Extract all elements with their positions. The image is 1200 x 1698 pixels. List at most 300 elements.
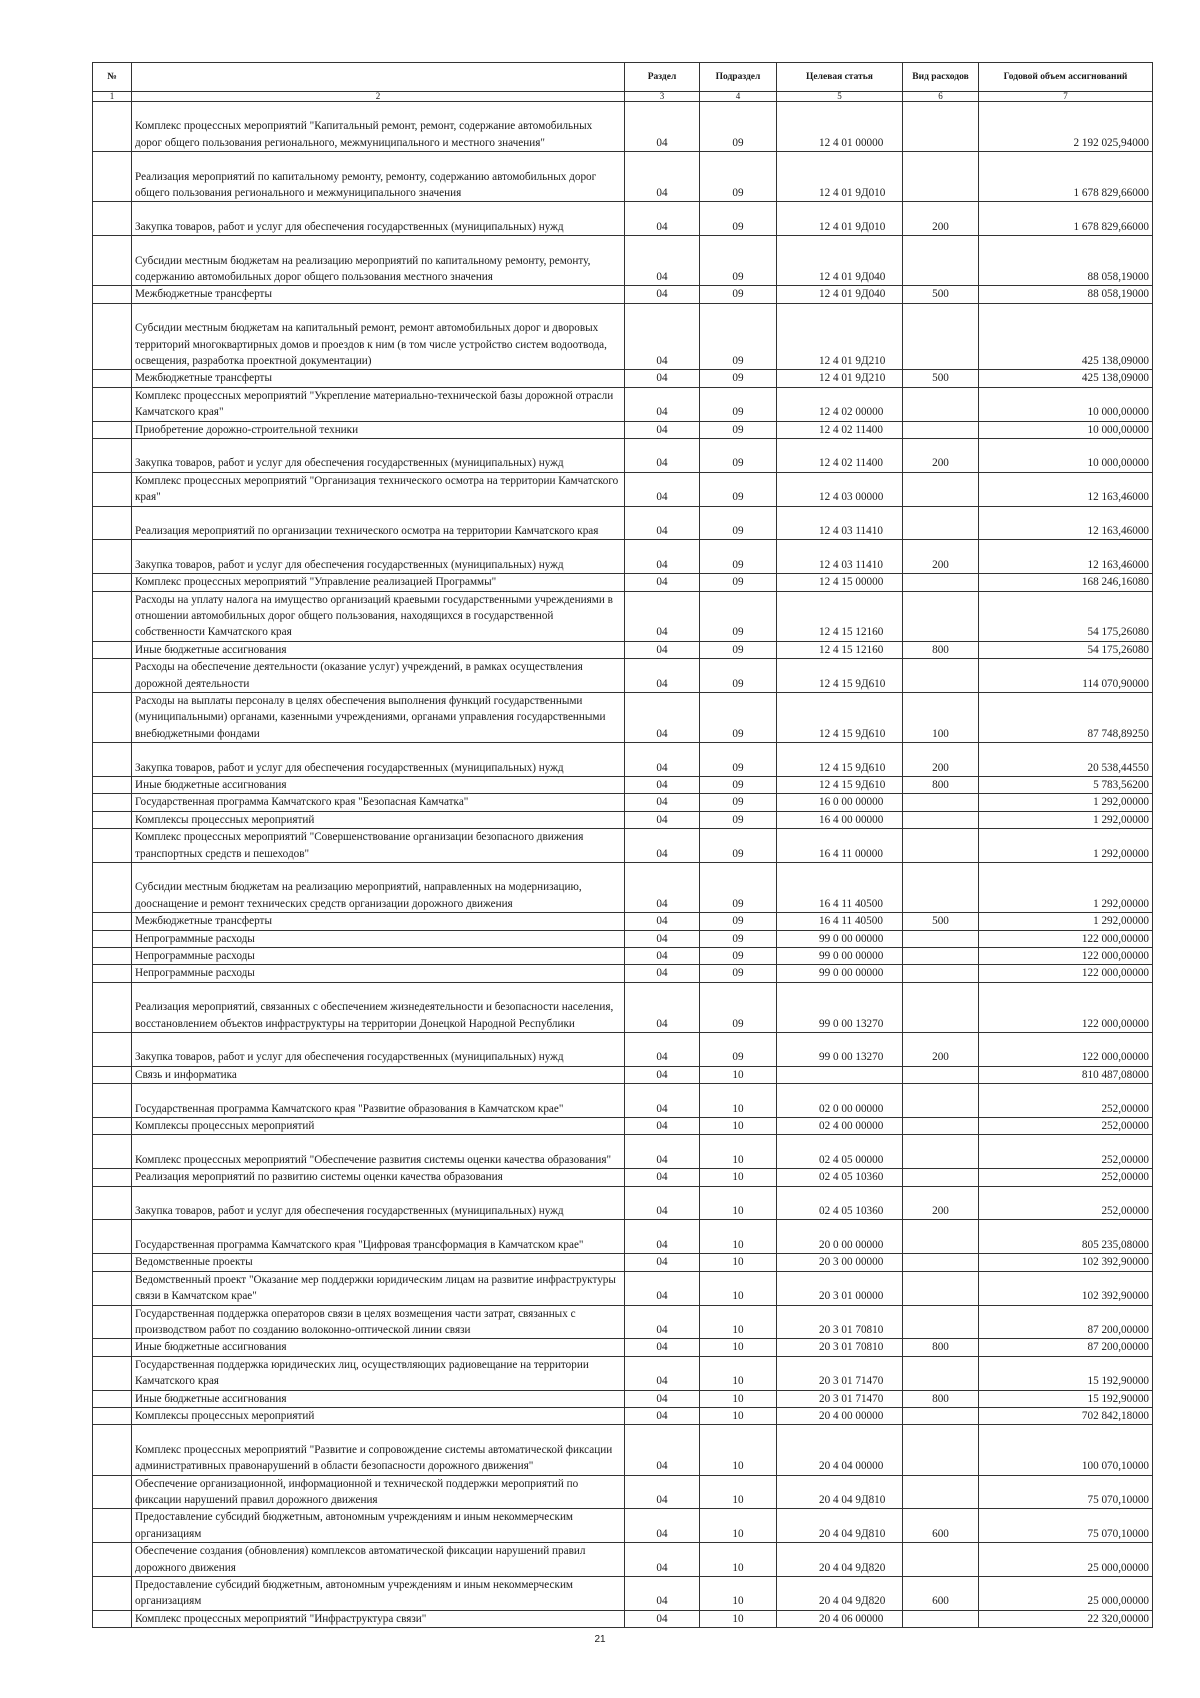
item-name-cell: Субсидии местным бюджетам на реализацию мероприятий по капитальному ремонту, ремонту, содержанию автомобильных дорог общего пользования местного значения: [132, 236, 625, 286]
expense-type-cell: 600: [903, 1509, 979, 1543]
razdel-cell: 04: [625, 1543, 700, 1577]
podrazdel-cell: 09: [700, 591, 777, 641]
target-cell: 12 4 15 9Д610: [777, 777, 903, 794]
item-name-cell: Ведомственный проект "Оказание мер поддержки юридическим лицам на развитие инфраструктуры связи в Камчатском крае": [132, 1271, 625, 1305]
volume-cell: 10 000,00000: [979, 438, 1153, 472]
row-number-cell: [93, 1254, 132, 1271]
razdel-cell: 04: [625, 1339, 700, 1356]
expense-type-cell: [903, 472, 979, 506]
expense-type-cell: [903, 591, 979, 641]
table-row: [93, 421, 1153, 438]
target-cell: 16 4 00 00000: [777, 811, 903, 828]
table-row: [93, 1475, 1153, 1509]
podrazdel-cell: 09: [700, 930, 777, 947]
table-row: [93, 152, 1153, 202]
item-name-cell: Комплекс процессных мероприятий "Совершенствование организации безопасного движения транспортных средств и пешеходов": [132, 829, 625, 863]
volume-cell: 25 000,00000: [979, 1576, 1153, 1610]
razdel-cell: 04: [625, 303, 700, 370]
target-cell: 02 4 05 00000: [777, 1135, 903, 1169]
volume-cell: 810 487,08000: [979, 1066, 1153, 1083]
row-number-cell: [93, 948, 132, 965]
expense-type-cell: [903, 930, 979, 947]
expense-type-cell: 200: [903, 438, 979, 472]
razdel-cell: 04: [625, 965, 700, 982]
item-name-cell: Закупка товаров, работ и услуг для обеспечения государственных (муниципальных) нужд: [132, 202, 625, 236]
podrazdel-cell: 10: [700, 1220, 777, 1254]
table-row: [93, 913, 1153, 930]
razdel-cell: 04: [625, 794, 700, 811]
podrazdel-cell: 09: [700, 965, 777, 982]
podrazdel-cell: 09: [700, 913, 777, 930]
table-row: [93, 863, 1153, 913]
table-row: [93, 506, 1153, 540]
row-number-cell: [93, 829, 132, 863]
row-number-cell: [93, 913, 132, 930]
item-name-cell: Субсидии местным бюджетам на капитальный ремонт, ремонт автомобильных дорог и дворовых территорий многоквартирных домов и проездов к ним (в том числе устройство систем водоотвода, освещения, разработка проектной документации): [132, 303, 625, 370]
target-cell: 12 4 01 00000: [777, 102, 903, 152]
column-number: 4: [700, 92, 777, 102]
razdel-cell: 04: [625, 370, 700, 387]
expense-type-cell: [903, 236, 979, 286]
volume-cell: 1 292,00000: [979, 913, 1153, 930]
target-cell: 12 4 03 00000: [777, 472, 903, 506]
volume-cell: 100 070,10000: [979, 1425, 1153, 1475]
volume-cell: 15 192,90000: [979, 1390, 1153, 1407]
item-name-cell: Иные бюджетные ассигнования: [132, 1390, 625, 1407]
volume-cell: 2 192 025,94000: [979, 102, 1153, 152]
row-number-cell: [93, 743, 132, 777]
podrazdel-cell: 10: [700, 1356, 777, 1390]
table-row: [93, 1118, 1153, 1135]
table-row: [93, 1135, 1153, 1169]
row-number-cell: [93, 1610, 132, 1627]
header-name: [132, 63, 625, 92]
expense-type-cell: 500: [903, 370, 979, 387]
volume-cell: 1 292,00000: [979, 829, 1153, 863]
razdel-cell: 04: [625, 693, 700, 743]
row-number-cell: [93, 1118, 132, 1135]
volume-cell: 252,00000: [979, 1118, 1153, 1135]
item-name-cell: Иные бюджетные ассигнования: [132, 1339, 625, 1356]
table-row: [93, 438, 1153, 472]
row-number-cell: [93, 1169, 132, 1186]
razdel-cell: 04: [625, 1254, 700, 1271]
volume-cell: 425 138,09000: [979, 370, 1153, 387]
item-name-cell: Государственная программа Камчатского края "Безопасная Камчатка": [132, 794, 625, 811]
target-cell: 20 3 01 70810: [777, 1305, 903, 1339]
razdel-cell: 04: [625, 777, 700, 794]
expense-type-cell: 800: [903, 1339, 979, 1356]
row-number-cell: [93, 1066, 132, 1083]
podrazdel-cell: 10: [700, 1305, 777, 1339]
row-number-cell: [93, 1084, 132, 1118]
table-row: [93, 743, 1153, 777]
target-cell: 99 0 00 13270: [777, 982, 903, 1032]
table-row: [93, 1339, 1153, 1356]
volume-cell: 12 163,46000: [979, 540, 1153, 574]
target-cell: 02 4 00 00000: [777, 1118, 903, 1135]
volume-cell: 1 292,00000: [979, 794, 1153, 811]
podrazdel-cell: 10: [700, 1271, 777, 1305]
item-name-cell: Государственная программа Камчатского края "Цифровая трансформация в Камчатском крае": [132, 1220, 625, 1254]
razdel-cell: 04: [625, 948, 700, 965]
razdel-cell: 04: [625, 913, 700, 930]
row-number-cell: [93, 1033, 132, 1067]
target-cell: 16 4 11 40500: [777, 913, 903, 930]
header-number: №: [93, 63, 132, 92]
expense-type-cell: 500: [903, 286, 979, 303]
table-row: [93, 574, 1153, 591]
budget-table-body: [93, 102, 1153, 1628]
expense-type-cell: [903, 387, 979, 421]
razdel-cell: 04: [625, 863, 700, 913]
table-row: [93, 387, 1153, 421]
podrazdel-cell: 09: [700, 303, 777, 370]
table-row: [93, 777, 1153, 794]
column-number: 3: [625, 92, 700, 102]
expense-type-cell: [903, 1425, 979, 1475]
razdel-cell: 04: [625, 236, 700, 286]
expense-type-cell: [903, 1254, 979, 1271]
target-cell: 20 4 04 00000: [777, 1425, 903, 1475]
expense-type-cell: 200: [903, 202, 979, 236]
podrazdel-cell: 10: [700, 1543, 777, 1577]
item-name-cell: Комплекс процессных мероприятий "Развитие и сопровождение системы автоматической фиксации административных правонарушений в области безопасности дорожного движения": [132, 1425, 625, 1475]
volume-cell: 88 058,19000: [979, 286, 1153, 303]
row-number-cell: [93, 438, 132, 472]
expense-type-cell: [903, 506, 979, 540]
target-cell: 20 4 04 9Д820: [777, 1576, 903, 1610]
razdel-cell: 04: [625, 1169, 700, 1186]
expense-type-cell: [903, 1271, 979, 1305]
item-name-cell: Приобретение дорожно-строительной техники: [132, 421, 625, 438]
item-name-cell: Комплекс процессных мероприятий "Обеспечение развития системы оценки качества образования": [132, 1135, 625, 1169]
razdel-cell: 04: [625, 1305, 700, 1339]
target-cell: 12 4 01 9Д040: [777, 236, 903, 286]
volume-cell: 22 320,00000: [979, 1610, 1153, 1627]
item-name-cell: Комплекс процессных мероприятий "Организация технического осмотра на территории Камчатского края": [132, 472, 625, 506]
razdel-cell: 04: [625, 438, 700, 472]
podrazdel-cell: 09: [700, 777, 777, 794]
table-row: [93, 1576, 1153, 1610]
row-number-cell: [93, 693, 132, 743]
expense-type-cell: 100: [903, 693, 979, 743]
podrazdel-cell: 09: [700, 472, 777, 506]
podrazdel-cell: 10: [700, 1084, 777, 1118]
row-number-cell: [93, 930, 132, 947]
target-cell: 02 4 05 10360: [777, 1186, 903, 1220]
row-number-cell: [93, 102, 132, 152]
table-row: [93, 811, 1153, 828]
table-row: [93, 472, 1153, 506]
table-row: [93, 236, 1153, 286]
table-row: [93, 540, 1153, 574]
row-number-cell: [93, 1407, 132, 1424]
expense-type-cell: [903, 659, 979, 693]
expense-type-cell: [903, 948, 979, 965]
expense-type-cell: 500: [903, 913, 979, 930]
item-name-cell: Субсидии местным бюджетам на реализацию мероприятий, направленных на модернизацию, дооснащение и ремонт технических средств организации дорожного движения: [132, 863, 625, 913]
podrazdel-cell: 09: [700, 982, 777, 1032]
podrazdel-cell: 10: [700, 1576, 777, 1610]
podrazdel-cell: 09: [700, 286, 777, 303]
target-cell: 20 4 04 9Д810: [777, 1475, 903, 1509]
target-cell: 20 0 00 00000: [777, 1220, 903, 1254]
row-number-cell: [93, 506, 132, 540]
volume-cell: 20 538,44550: [979, 743, 1153, 777]
razdel-cell: 04: [625, 387, 700, 421]
item-name-cell: Предоставление субсидий бюджетным, автономным учреждениям и иным некоммерческим организациям: [132, 1509, 625, 1543]
expense-type-cell: [903, 102, 979, 152]
razdel-cell: 04: [625, 574, 700, 591]
item-name-cell: Комплекс процессных мероприятий "Инфраструктура связи": [132, 1610, 625, 1627]
razdel-cell: 04: [625, 1066, 700, 1083]
item-name-cell: Закупка товаров, работ и услуг для обеспечения государственных (муниципальных) нужд: [132, 743, 625, 777]
target-cell: 20 3 01 00000: [777, 1271, 903, 1305]
item-name-cell: Комплекс процессных мероприятий "Укрепление материально-технической базы дорожной отрасли Камчатского края": [132, 387, 625, 421]
table-row: [93, 1425, 1153, 1475]
item-name-cell: Комплексы процессных мероприятий: [132, 1118, 625, 1135]
row-number-cell: [93, 1475, 132, 1509]
target-cell: 20 4 06 00000: [777, 1610, 903, 1627]
item-name-cell: Непрограммные расходы: [132, 965, 625, 982]
row-number-cell: [93, 421, 132, 438]
podrazdel-cell: 09: [700, 152, 777, 202]
volume-cell: 114 070,90000: [979, 659, 1153, 693]
target-cell: 12 4 01 9Д010: [777, 202, 903, 236]
row-number-cell: [93, 1543, 132, 1577]
row-number-cell: [93, 811, 132, 828]
header-expense-type: Вид расходов: [903, 63, 979, 92]
item-name-cell: Комплексы процессных мероприятий: [132, 811, 625, 828]
table-row: [93, 1509, 1153, 1543]
target-cell: 12 4 02 11400: [777, 421, 903, 438]
expense-type-cell: [903, 303, 979, 370]
row-number-cell: [93, 591, 132, 641]
item-name-cell: Иные бюджетные ассигнования: [132, 641, 625, 658]
expense-type-cell: 800: [903, 777, 979, 794]
header-row: [93, 63, 1153, 92]
expense-type-cell: [903, 1356, 979, 1390]
page-number: 21: [594, 1634, 606, 1645]
row-number-cell: [93, 303, 132, 370]
razdel-cell: 04: [625, 102, 700, 152]
target-cell: 12 4 02 00000: [777, 387, 903, 421]
razdel-cell: 04: [625, 1475, 700, 1509]
item-name-cell: Межбюджетные трансферты: [132, 913, 625, 930]
podrazdel-cell: 09: [700, 202, 777, 236]
row-number-cell: [93, 387, 132, 421]
column-number: 1: [93, 92, 132, 102]
expense-type-cell: [903, 1543, 979, 1577]
volume-cell: 12 163,46000: [979, 472, 1153, 506]
expense-type-cell: [903, 1475, 979, 1509]
expense-type-cell: [903, 152, 979, 202]
podrazdel-cell: 10: [700, 1169, 777, 1186]
table-row: [93, 1390, 1153, 1407]
target-cell: 12 4 01 9Д010: [777, 152, 903, 202]
volume-cell: 87 748,89250: [979, 693, 1153, 743]
podrazdel-cell: 10: [700, 1610, 777, 1627]
item-name-cell: Обеспечение создания (обновления) комплексов автоматической фиксации нарушений правил дорожного движения: [132, 1543, 625, 1577]
expense-type-cell: [903, 1066, 979, 1083]
expense-type-cell: 800: [903, 1390, 979, 1407]
target-cell: 12 4 01 9Д040: [777, 286, 903, 303]
table-row: [93, 303, 1153, 370]
razdel-cell: 04: [625, 1610, 700, 1627]
target-cell: 12 4 15 9Д610: [777, 743, 903, 777]
volume-cell: 702 842,18000: [979, 1407, 1153, 1424]
table-row: [93, 1407, 1153, 1424]
volume-cell: 252,00000: [979, 1084, 1153, 1118]
item-name-cell: Ведомственные проекты: [132, 1254, 625, 1271]
target-cell: 12 4 15 00000: [777, 574, 903, 591]
column-number: 5: [777, 92, 903, 102]
target-cell: 20 3 00 00000: [777, 1254, 903, 1271]
table-row: [93, 1543, 1153, 1577]
podrazdel-cell: 09: [700, 236, 777, 286]
razdel-cell: 04: [625, 1084, 700, 1118]
table-row: [93, 1610, 1153, 1627]
budget-table: [92, 62, 1153, 1628]
volume-cell: 88 058,19000: [979, 236, 1153, 286]
razdel-cell: 04: [625, 982, 700, 1032]
target-cell: 20 3 01 71470: [777, 1390, 903, 1407]
table-row: [93, 1033, 1153, 1067]
header-podrazdel: Подраздел: [700, 63, 777, 92]
table-row: [93, 1220, 1153, 1254]
podrazdel-cell: 09: [700, 1033, 777, 1067]
expense-type-cell: 200: [903, 540, 979, 574]
table-row: [93, 982, 1153, 1032]
razdel-cell: 04: [625, 641, 700, 658]
volume-cell: 252,00000: [979, 1186, 1153, 1220]
razdel-cell: 04: [625, 659, 700, 693]
expense-type-cell: 200: [903, 1186, 979, 1220]
item-name-cell: Реализация мероприятий, связанных с обеспечением жизнедеятельности и безопасности населения, восстановлением объектов инфраструктуры на территории Донецкой Народной Республики: [132, 982, 625, 1032]
expense-type-cell: 200: [903, 1033, 979, 1067]
razdel-cell: 04: [625, 1425, 700, 1475]
volume-cell: 425 138,09000: [979, 303, 1153, 370]
item-name-cell: Закупка товаров, работ и услуг для обеспечения государственных (муниципальных) нужд: [132, 540, 625, 574]
podrazdel-cell: 09: [700, 370, 777, 387]
volume-cell: 54 175,26080: [979, 641, 1153, 658]
razdel-cell: 04: [625, 930, 700, 947]
target-cell: 12 4 15 12160: [777, 591, 903, 641]
volume-cell: 15 192,90000: [979, 1356, 1153, 1390]
item-name-cell: Обеспечение организационной, информационной и технической поддержки мероприятий по фиксации нарушений правил дорожного движения: [132, 1475, 625, 1509]
volume-cell: 122 000,00000: [979, 982, 1153, 1032]
column-number: 6: [903, 92, 979, 102]
expense-type-cell: 800: [903, 641, 979, 658]
row-number-cell: [93, 286, 132, 303]
row-number-cell: [93, 472, 132, 506]
podrazdel-cell: 09: [700, 829, 777, 863]
item-name-cell: Расходы на уплату налога на имущество организаций краевыми государственными учреждениями в отношении автомобильных дорог общего пользования, находящихся в государственной собственности Камчатского края: [132, 591, 625, 641]
target-cell: 12 4 03 11410: [777, 506, 903, 540]
podrazdel-cell: 10: [700, 1407, 777, 1424]
target-cell: 12 4 03 11410: [777, 540, 903, 574]
column-number: 2: [132, 92, 625, 102]
item-name-cell: Реализация мероприятий по организации технического осмотра на территории Камчатского края: [132, 506, 625, 540]
podrazdel-cell: 10: [700, 1390, 777, 1407]
row-number-cell: [93, 540, 132, 574]
row-number-cell: [93, 236, 132, 286]
expense-type-cell: [903, 863, 979, 913]
row-number-cell: [93, 965, 132, 982]
podrazdel-cell: 09: [700, 948, 777, 965]
table-row: [93, 794, 1153, 811]
podrazdel-cell: 09: [700, 743, 777, 777]
volume-cell: 75 070,10000: [979, 1509, 1153, 1543]
volume-cell: 1 678 829,66000: [979, 202, 1153, 236]
target-cell: 02 0 00 00000: [777, 1084, 903, 1118]
table-row: [93, 370, 1153, 387]
target-cell: 20 4 00 00000: [777, 1407, 903, 1424]
volume-cell: 168 246,16080: [979, 574, 1153, 591]
item-name-cell: Непрограммные расходы: [132, 930, 625, 947]
item-name-cell: Расходы на выплаты персоналу в целях обеспечения выполнения функций государственными (муниципальными) органами, казенными учреждениями, органами управления государственными внебюджетными фондами: [132, 693, 625, 743]
item-name-cell: Реализация мероприятий по капитальному ремонту, ремонту, содержанию автомобильных дорог общего пользования регионального и межмуниципального значения: [132, 152, 625, 202]
item-name-cell: Предоставление субсидий бюджетным, автономным учреждениям и иным некоммерческим организациям: [132, 1576, 625, 1610]
table-row: [93, 1356, 1153, 1390]
row-number-cell: [93, 1390, 132, 1407]
razdel-cell: 04: [625, 286, 700, 303]
podrazdel-cell: 10: [700, 1254, 777, 1271]
volume-cell: 12 163,46000: [979, 506, 1153, 540]
podrazdel-cell: 09: [700, 506, 777, 540]
row-number-cell: [93, 1271, 132, 1305]
table-row: [93, 286, 1153, 303]
item-name-cell: Комплекс процессных мероприятий "Капитальный ремонт, ремонт, содержание автомобильных дорог общего пользования регионального, межмуниципального и местного значения": [132, 102, 625, 152]
target-cell: 99 0 00 13270: [777, 1033, 903, 1067]
volume-cell: 1 678 829,66000: [979, 152, 1153, 202]
target-cell: 20 4 04 9Д820: [777, 1543, 903, 1577]
table-row: [93, 693, 1153, 743]
razdel-cell: 04: [625, 1118, 700, 1135]
razdel-cell: 04: [625, 472, 700, 506]
podrazdel-cell: 09: [700, 641, 777, 658]
item-name-cell: Связь и информатика: [132, 1066, 625, 1083]
podrazdel-cell: 10: [700, 1425, 777, 1475]
volume-cell: 122 000,00000: [979, 930, 1153, 947]
razdel-cell: 04: [625, 743, 700, 777]
volume-cell: 252,00000: [979, 1169, 1153, 1186]
expense-type-cell: [903, 1118, 979, 1135]
volume-cell: 1 292,00000: [979, 811, 1153, 828]
target-cell: 16 0 00 00000: [777, 794, 903, 811]
volume-cell: 75 070,10000: [979, 1475, 1153, 1509]
table-row: [93, 1084, 1153, 1118]
row-number-cell: [93, 1220, 132, 1254]
podrazdel-cell: 09: [700, 438, 777, 472]
item-name-cell: Иные бюджетные ассигнования: [132, 777, 625, 794]
item-name-cell: Межбюджетные трансферты: [132, 370, 625, 387]
razdel-cell: 04: [625, 152, 700, 202]
header-volume: Годовой объем ассигнований: [979, 63, 1153, 92]
header-target: Целевая статья: [777, 63, 903, 92]
row-number-cell: [93, 641, 132, 658]
row-number-cell: [93, 1509, 132, 1543]
row-number-cell: [93, 152, 132, 202]
razdel-cell: 04: [625, 1220, 700, 1254]
podrazdel-cell: 10: [700, 1118, 777, 1135]
item-name-cell: Реализация мероприятий по развитию системы оценки качества образования: [132, 1169, 625, 1186]
podrazdel-cell: 09: [700, 794, 777, 811]
expense-type-cell: [903, 794, 979, 811]
target-cell: 99 0 00 00000: [777, 965, 903, 982]
item-name-cell: Государственная поддержка юридических лиц, осуществляющих радиовещание на территории Камчатского края: [132, 1356, 625, 1390]
